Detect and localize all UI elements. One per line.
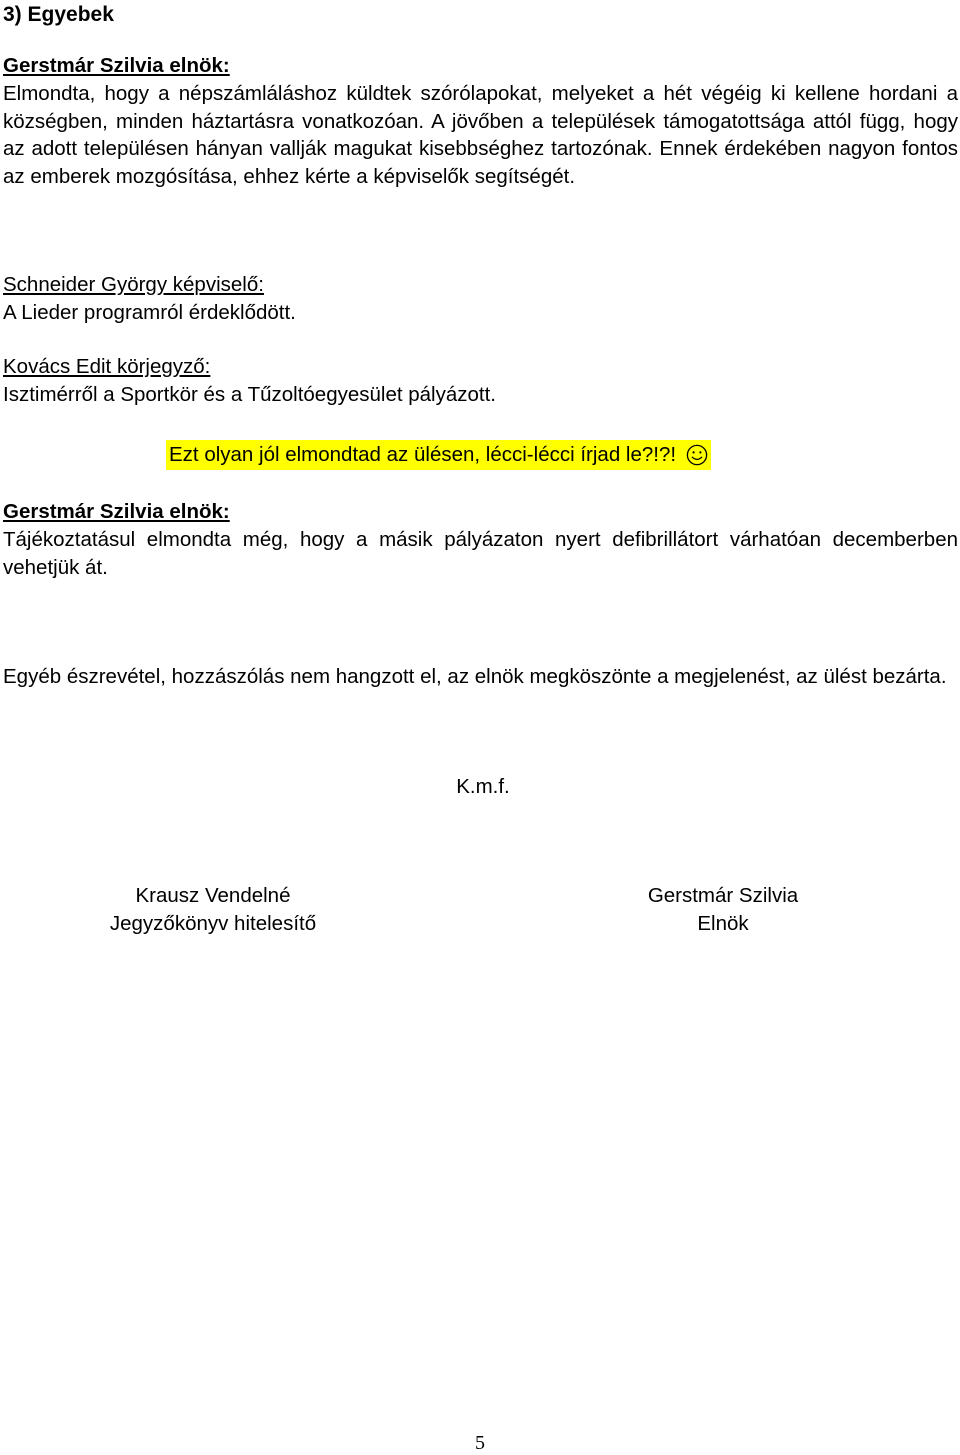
entry-block <box>3 353 958 409</box>
speaker-label: Kovács Edit körjegyző: <box>3 355 211 378</box>
signature-name: Gerstmár Szilvia <box>647 884 799 907</box>
kmf-label: K.m.f. <box>456 775 510 798</box>
speaker-label: Gerstmár Szilvia elnök: <box>3 54 230 77</box>
entry-text: Elmondta, hogy a népszámláláshoz küldtek szórólapokat, melyeket a hét végéig ki kellene hordani a községben, minden háztartásra vonatkozóan. A jövőben a települések támogatottsága attól függ, hogy az adott településen hányan vallják magukat kisebbséghez tartozónak. Ennek érdekében nagyon fontos az emberek mozgósítása, ehhez kérte a képviselők segítségét. <box>3 82 958 188</box>
entry-text: Tájékoztatásul elmondta még, hogy a másik pályázaton nyert defibrillátort várhatóan decemberben vehetjük át. <box>3 528 958 579</box>
section-heading: 3) Egyebek <box>3 3 114 26</box>
signature-role: Elnök <box>697 911 749 935</box>
entry-text: A Lieder programról érdeklődött. <box>3 301 296 324</box>
highlighted-comment-text: Ezt olyan jól elmondtad az ülésen, lécci-lécci írjad le?!?! <box>169 443 677 466</box>
highlighted-comment <box>166 440 711 470</box>
entry-text: Isztimérről a Sportkör és a Tűzoltóegyesület pályázott. <box>3 383 496 406</box>
speaker-label: Schneider György képviselő: <box>3 273 264 296</box>
signature-right <box>583 882 863 937</box>
signature-left <box>73 882 353 937</box>
speaker-label: Gerstmár Szilvia elnök: <box>3 500 230 523</box>
smiley-face-icon <box>686 444 708 466</box>
entry-block <box>3 52 958 190</box>
signature-role: Jegyzőkönyv hitelesítő <box>109 911 317 935</box>
closing-text: Egyéb észrevétel, hozzászólás nem hangzott el, az elnök megköszönte a megjelenést, az ülést bezárta. <box>3 665 947 688</box>
closing-block <box>3 663 958 691</box>
entry-block <box>3 271 958 327</box>
entry-block <box>3 498 958 581</box>
signature-name: Krausz Vendelné <box>135 884 291 907</box>
page-number: 5 <box>475 1432 485 1454</box>
